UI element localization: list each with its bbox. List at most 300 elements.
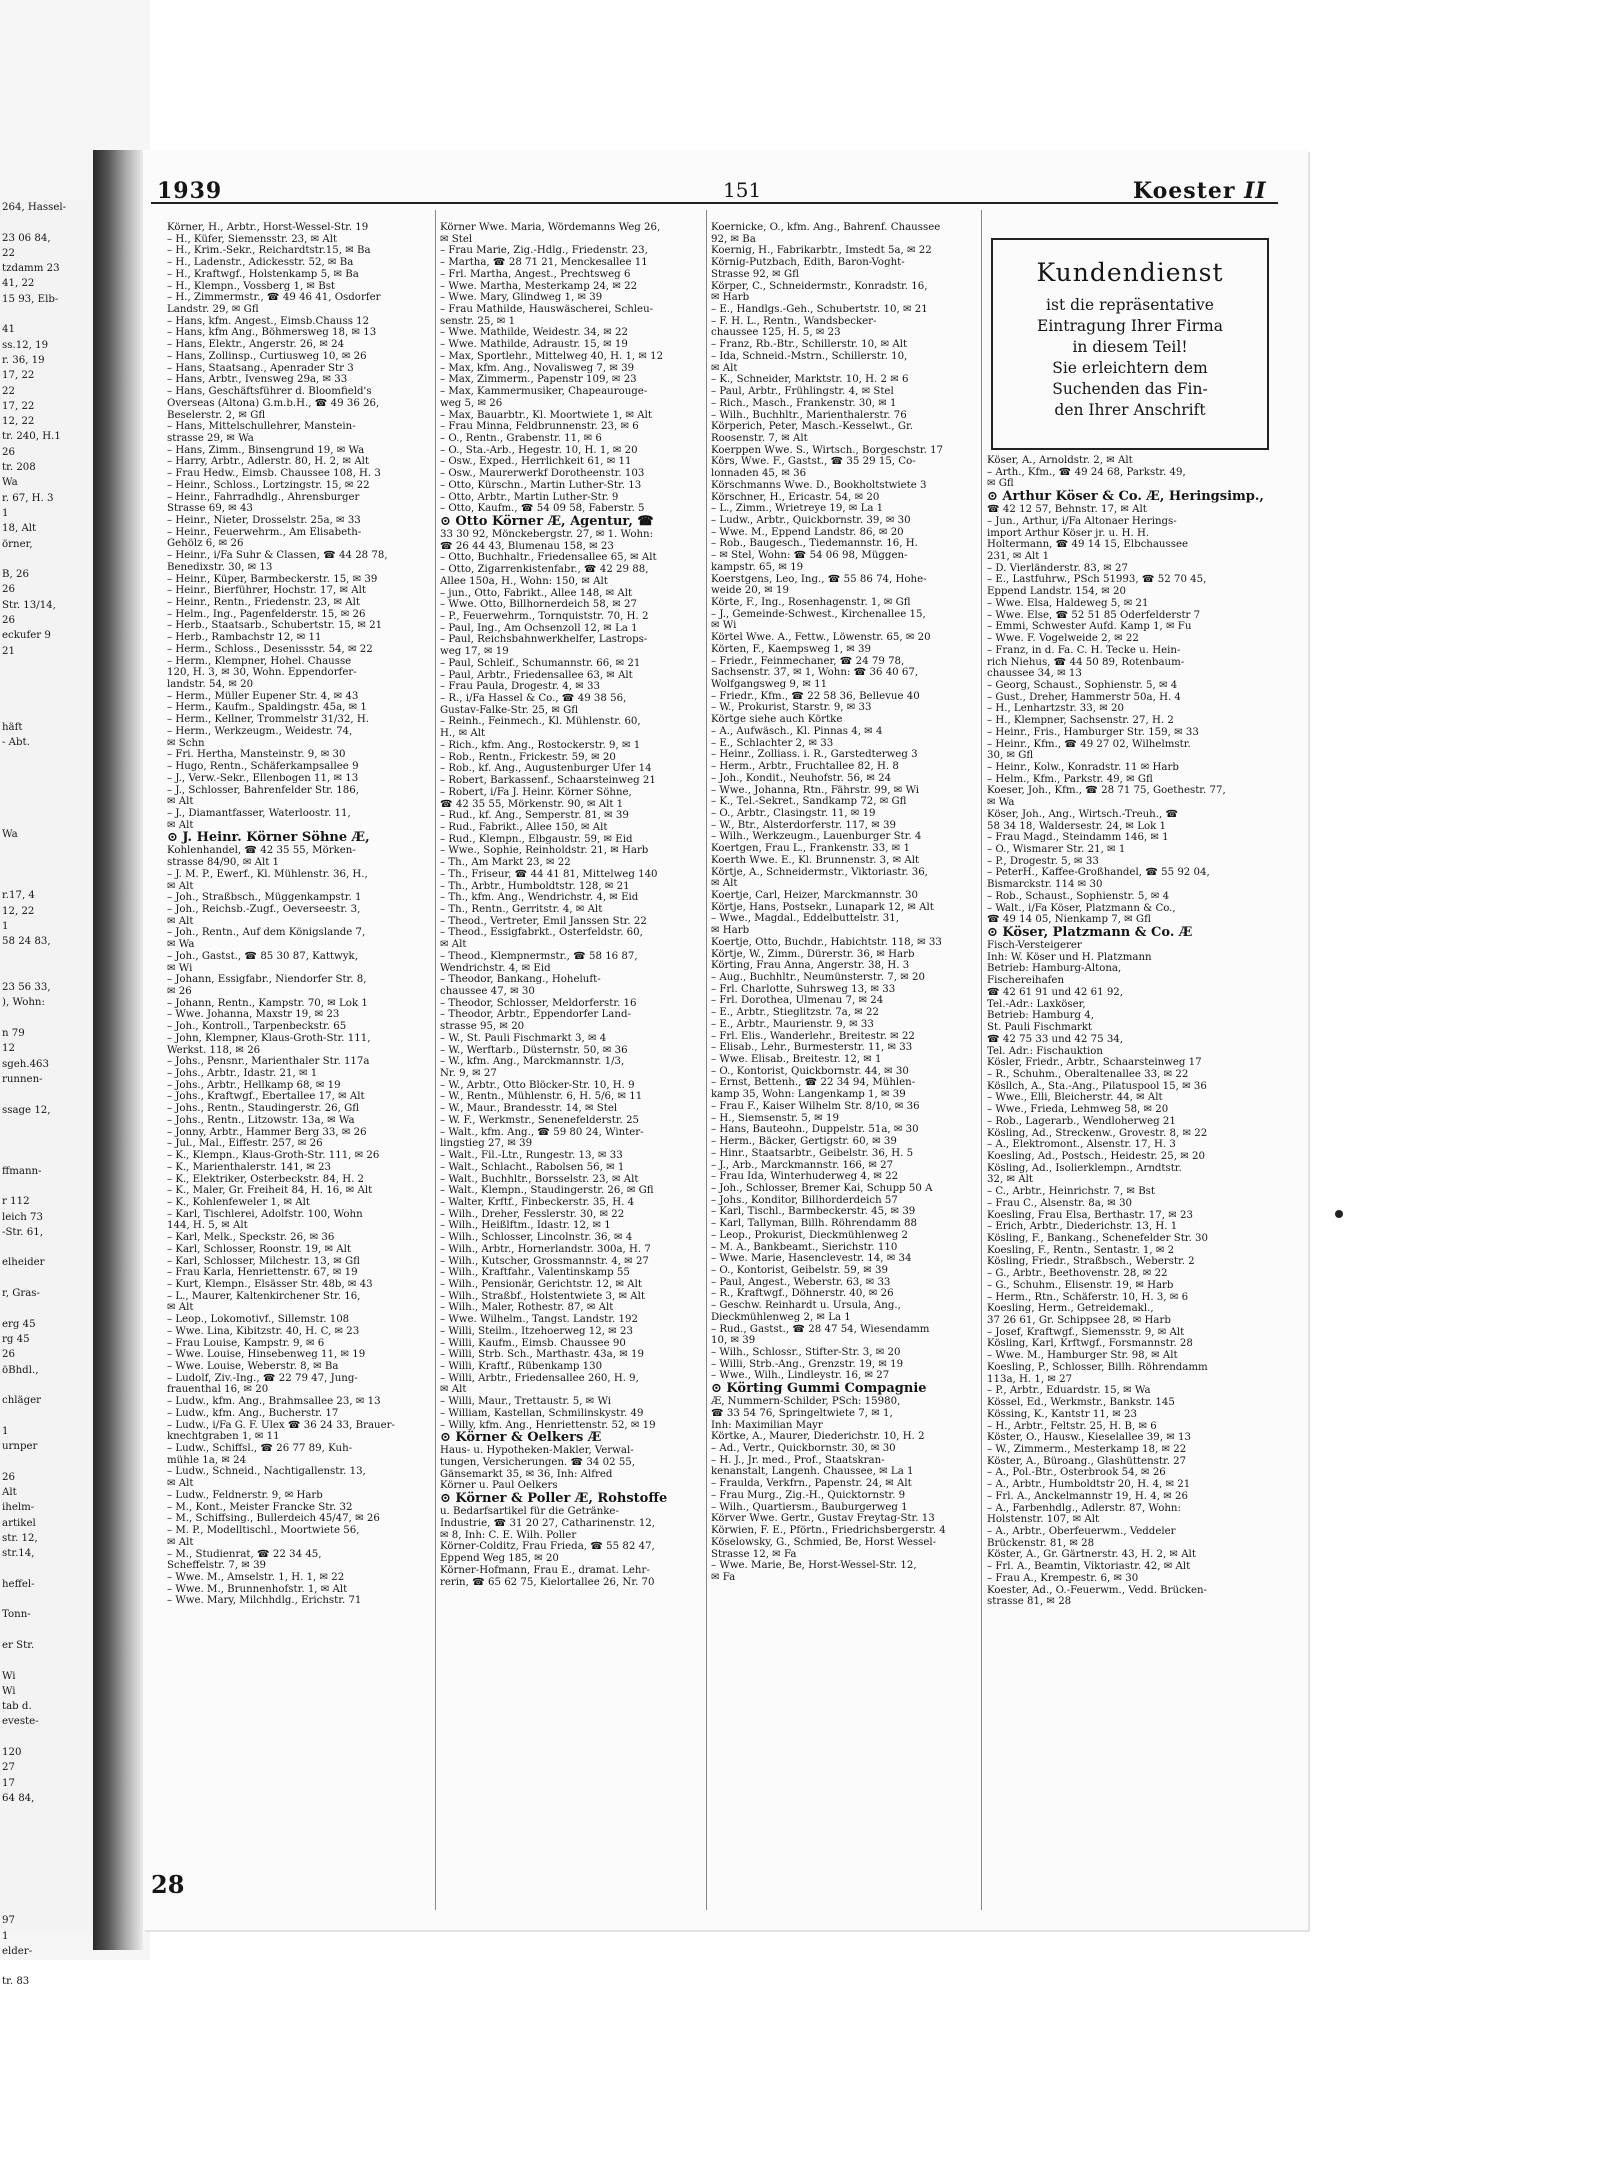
header-page-number: 151 (723, 178, 762, 202)
directory-entry: – O., Wismarer Str. 21, ✉ 1 (987, 844, 1126, 855)
left-page-fragment (0, 1378, 93, 1393)
left-page-fragment: sgeh.463 (2, 1058, 50, 1070)
left-page-fragment (0, 1408, 93, 1423)
directory-entry: – Leop., Lokomotivf., Sillemstr. 108 (167, 1314, 350, 1326)
directory-entry: rerin, ☎ 65 62 75, Kielortallee 26, Nr. 70 (440, 1576, 655, 1588)
header-range-name: Koester (1133, 178, 1236, 204)
directory-entry: senstr. 25, ✉ 1 (440, 315, 516, 327)
directory-column-4 (987, 455, 1264, 1910)
directory-entry: Körner u. Paul Oelkers (440, 1480, 558, 1492)
directory-entry: ☎ 26 44 43, Blumenau 158, ✉ 23 (440, 540, 614, 552)
directory-entry: – Gust., Dreher, Hammerstr 50a, H. 4 (987, 691, 1181, 703)
directory-entry: – Herm., Rtn., Schäferstr. 10, H. 3, ✉ 6 (987, 1291, 1189, 1303)
directory-entry: – Wwe. Mary, Milchhdlg., Erichstr. 71 (167, 1595, 362, 1607)
directory-entry: Körtke, A., Maurer, Diederichstr. 10, H. 2 (711, 1431, 925, 1443)
directory-entry: – Th., Arbtr., Humboldtstr. 128, ✉ 21 (440, 880, 630, 892)
directory-entry: Koerth Wwe. E., Kl. Brunnenstr. 3, ✉ Alt (711, 854, 920, 866)
directory-entry: ✉ Harb (711, 925, 750, 937)
directory-entry: – Johs., Rentn., Litzowstr. 13a, ✉ Wa (167, 1114, 355, 1126)
directory-entry: – Frau Marie, Zig.-Hdlg., Friedenstr. 23, (440, 245, 648, 257)
directory-entry: – Wwe. Marie, Be, Horst-Wessel-Str. 12, (711, 1560, 917, 1572)
directory-entry: – Willi, Kraftf., Rübenkamp 130 (440, 1361, 603, 1372)
directory-entry: – Aug., Buchhltr., Neumünsterstr. 7, ✉ 20 (711, 972, 925, 983)
directory-entry: – M., Kont., Meister Francke Str. 32 (167, 1501, 353, 1513)
directory-entry: – Heinr., Schloss., Lortzingstr. 15, ✉ 22 (167, 479, 370, 491)
directory-entry: – Hans, kfm Ang., Böhmersweg 18, ✉ 13 (167, 327, 377, 339)
left-page-fragment (0, 1959, 93, 1974)
directory-entry: – Hans, kfm. Angest., Eimsb.Chauss 12 (167, 315, 370, 327)
directory-entry: – J., Arb., Marckmannstr. 166, ✉ 27 (711, 1159, 894, 1171)
directory-entry: – Walt., Schlacht., Rabolsen 56, ✉ 1 (440, 1161, 625, 1173)
left-page-strip (0, 200, 93, 1988)
directory-entry: – Arth., Kfm., ☎ 49 24 68, Parkstr. 49, (987, 466, 1186, 478)
directory-entry: – Heinr., Fris., Hamburger Str. 159, ✉ 33 (987, 726, 1199, 738)
directory-entry: – Frl. Dorothea, Ulmenau 7, ✉ 24 (711, 995, 884, 1007)
directory-entry: – Karl, Tischl., Barmbeckerstr. 45, ✉ 39 (711, 1206, 916, 1218)
directory-entry: Strasse 92, ✉ Gfl (711, 268, 799, 280)
directory-entry: – Th., kfm. Ang., Wendrichstr. 4, ✉ Eid (440, 892, 639, 904)
left-page-fragment: 12 (2, 1043, 15, 1055)
directory-entry: – Johs., Pensnr., Marienthaler Str. 117a (167, 1056, 370, 1068)
directory-column-3 (711, 222, 975, 1912)
directory-entry: – E., Arbtr., Stieglitzstr. 7a, ✉ 22 (711, 1007, 879, 1019)
directory-entry: – Ludolf, Ziv.-Ing., ☎ 22 79 47, Jung- (167, 1372, 358, 1384)
directory-entry: – Max, Bauarbtr., Kl. Moortwiete 1, ✉ Alt (440, 409, 653, 421)
directory-entry: Dieckmühlenweg 2, ✉ La 1 (711, 1311, 851, 1323)
directory-entry: – jun., Otto, Fabrikt., Allee 148, ✉ Alt (440, 587, 633, 599)
directory-entry: – K., Marienthalerstr. 141, ✉ 23 (167, 1161, 331, 1173)
left-page-fragment (0, 1623, 93, 1638)
directory-entry: kamp 35, Wohn: Langenkamp 1, ✉ 39 (711, 1089, 906, 1101)
left-page-fragment: Wa (2, 829, 18, 841)
directory-entry: – Wwe., Frieda, Lehmweg 58, ✉ 20 (987, 1104, 1169, 1116)
directory-entry: u. Bedarfsartikel für die Getränke- (440, 1506, 619, 1518)
notice-body (993, 295, 1267, 421)
directory-entry: ✉ Schn (167, 737, 205, 749)
directory-entry: Koertgen, Frau L., Frankenstr. 33, ✉ 1 (711, 843, 910, 855)
directory-entry: – Paul, Schleif., Schumannstr. 66, ✉ 21 (440, 657, 641, 669)
directory-entry: Brückenstr. 81, ✉ 28 (987, 1537, 1095, 1549)
left-page-fragment: erg 45 (2, 1318, 36, 1330)
directory-entry: – P., Drogestr. 5, ✉ 33 (987, 855, 1099, 867)
directory-entry: ✉ Alt (440, 939, 467, 951)
left-page-fragment (0, 659, 93, 674)
directory-entry: – Wilh., Straßbf., Holstentwiete 3, ✉ Alt (440, 1290, 645, 1302)
directory-entry: ☎ 42 61 91 und 42 61 92, (987, 986, 1124, 998)
directory-entry: – Emmi, Schwester Aufd. Kamp 1, ✉ Fu (987, 621, 1192, 633)
directory-entry: – H., Arbtr., Feltstr. 25, H. B, ✉ 6 (987, 1420, 1157, 1432)
directory-entry: – Wilh., Quartiersm., Bauburgerweg 1 (711, 1501, 908, 1513)
directory-entry: – Rich., Masch., Frankenstr. 30, ✉ 1 (711, 397, 897, 409)
directory-entry: – Heinr., Kfm., ☎ 49 27 02, Wilhelmstr. (987, 738, 1191, 750)
directory-entry: chaussee 34, ✉ 13 (987, 668, 1082, 680)
directory-entry: – Wilh., Kraftfahr., Valentinskamp 55 (440, 1267, 630, 1279)
directory-entry: Kösling, Karl, Krftwgf., Forsmannstr. 28 (987, 1338, 1193, 1350)
left-page-fragment: r. 36, 19 (2, 354, 45, 366)
directory-entry: – Hans, Geschäftsführer d. Bloomfield's (167, 386, 372, 398)
directory-entry: – K., Kohlenfeweler 1, ✉ Alt (167, 1196, 310, 1208)
directory-entry: – Joh., Schlosser, Bremer Kai, Schupp 50 A (711, 1182, 933, 1194)
directory-entry: – Ludw., i/Fa G. F. Ulex ☎ 36 24 33, Brauer- (167, 1419, 395, 1431)
directory-entry: – M., Schiffsing., Bullerdeich 45/47, ✉ 26 (167, 1513, 380, 1525)
directory-entry: – Wwe. Mary, Glindweg 1, ✉ 39 (440, 292, 603, 304)
directory-entry: kampstr. 65, ✉ 19 (711, 561, 804, 573)
directory-entry: ✉ Alt (167, 1536, 194, 1548)
directory-entry: Beselerstr. 2, ✉ Gfl (167, 409, 266, 421)
notice-line: Eintragung Ihrer Firma (1037, 317, 1223, 335)
directory-entry: lingstieg 27, ✉ 39 (440, 1138, 533, 1150)
directory-entry: – Heinr., Feuerwehrm., Am Elisabeth- (167, 526, 362, 538)
directory-entry: – Herm., Bäcker, Gertigstr. 60, ✉ 39 (711, 1136, 897, 1148)
left-page-fragment: 15 93, Elb- (2, 293, 59, 305)
left-page-fragment (0, 1179, 93, 1194)
directory-entry: – Georg, Schaust., Sophienstr. 5, ✉ 4 (987, 679, 1178, 691)
directory-entry: – Jun., Arthur, i/Fa Altonaer Herings- (987, 515, 1177, 527)
left-page-fragment: 64 84, (2, 1792, 35, 1804)
directory-entry: Köster, A., Gr. Gärtnerstr. 43, H. 2, ✉ Alt (987, 1549, 1196, 1561)
directory-entry: – Herm., Schloss., Desenissstr. 54, ✉ 22 (167, 643, 373, 655)
directory-entry: Gehölz 6, ✉ 26 (167, 538, 244, 550)
left-page-fragment: artikel (2, 1517, 36, 1529)
directory-entry: Wendrichstr. 4, ✉ Eid (440, 962, 551, 974)
directory-entry: – Wilh., Heißlftm., Idastr. 12, ✉ 1 (440, 1220, 611, 1232)
directory-entry: Landstr. 29, ✉ Gfl (167, 304, 259, 316)
directory-entry: Tel. Adr.: Fischauktion (987, 1045, 1103, 1057)
directory-entry: – Frau Mathilde, Hauswäscherei, Schleu- (440, 304, 654, 316)
left-page-fragment: 1 (2, 1930, 9, 1942)
left-page-fragment (0, 1837, 93, 1852)
left-page-fragment (0, 1301, 93, 1316)
left-page-fragment: elder- (2, 1945, 33, 1957)
directory-entry: – Joh., Reichsb.-Zugf., Oeverseestr. 3, (167, 903, 361, 915)
directory-entry: – Wwe. Mathilde, Adraustr. 15, ✉ 19 (440, 339, 628, 351)
directory-entry: – Willi, Strb.-Ang., Grenzstr. 19, ✉ 19 (711, 1358, 904, 1370)
directory-entry: Körs, Wwe. F., Gastst., ☎ 35 29 15, Co- (711, 456, 916, 468)
directory-entry: – W. F., Werkmstr., Senenefelderstr. 25 (440, 1114, 640, 1126)
directory-entry: 92, ✉ Ba (711, 233, 756, 245)
directory-entry: Kösling, Ad., Streckenw., Grovestr. 8, ✉ 22 (987, 1127, 1208, 1139)
directory-entry: – Frau Paula, Drogestr. 4, ✉ 33 (440, 681, 600, 693)
left-page-fragment (0, 797, 93, 812)
directory-entry: – W., St. Pauli Fischmarkt 3, ✉ 4 (440, 1032, 607, 1044)
directory-entry: 113a, H. 1, ✉ 27 (987, 1373, 1073, 1385)
notice-line: Suchenden das Fin- (1052, 380, 1208, 398)
directory-entry: – Paul, Arbtr., Friedensallee 63, ✉ Alt (440, 669, 633, 681)
left-page-fragment: r, Gras- (2, 1288, 40, 1300)
directory-entry: – D. Vierländerstr. 83, ✉ 27 (987, 562, 1128, 574)
left-page-fragment: 120 (2, 1746, 22, 1758)
left-page-fragment (0, 1561, 93, 1576)
directory-entry: – Ludw., Schiffsl., ☎ 26 77 89, Kuh- (167, 1443, 353, 1455)
directory-entry: – H., Lenhartzstr. 33, ✉ 20 (987, 703, 1124, 715)
directory-entry: – Fri. Hertha, Mansteinstr. 9, ✉ 30 (167, 749, 346, 761)
directory-entry: – Heinr., Kolw., Konradstr. 11 ✉ Harb (987, 761, 1179, 773)
directory-entry: ☎ 42 12 57, Behnstr. 17, ✉ Alt (987, 504, 1147, 516)
directory-entry: – C., Arbtr., Heinrichstr. 7, ✉ Bst (987, 1186, 1156, 1198)
left-page-fragment: 23 56 33, (2, 982, 51, 994)
directory-entry: – Rob., kf. Ang., Augustenburger Ufer 14 (440, 763, 652, 775)
directory-entry: Körner Wwe. Maria, Wördemanns Weg 26, (440, 222, 661, 233)
directory-entry: – Frl. Elis., Wanderlehr., Breitestr. ✉ 22 (711, 1030, 915, 1042)
directory-entry: Industrie, ☎ 31 20 27, Catharinenstr. 12, (440, 1517, 656, 1529)
directory-entry: – Th., Am Markt 23, ✉ 22 (440, 857, 571, 869)
directory-entry: Koernig, H., Fabrikarbtr., Imstedt 5a, ✉ 22 (711, 245, 932, 257)
directory-entry: Strasse 12, ✉ Fa (711, 1548, 797, 1560)
directory-entry: – Leop., Prokurist, Dieckmühlenweg 2 (711, 1229, 908, 1241)
directory-entry: – K., Maler, Gr. Freiheit 84, H. 16, ✉ Alt (167, 1185, 373, 1197)
directory-entry: – Heinr., Küper, Barmbeckerstr. 15, ✉ 39 (167, 573, 378, 585)
directory-entry: – Hugo, Rentn., Schäferkampsallee 9 (167, 761, 359, 773)
left-page-fragment: er Str. (2, 1639, 35, 1651)
left-page-fragment (0, 1592, 93, 1607)
directory-entry: Körperich, Peter, Masch.-Kesselwt., Gr. (711, 421, 913, 433)
directory-entry: H., ✉ Alt (440, 728, 486, 740)
left-page-fragment: elheider (2, 1257, 45, 1269)
directory-entry: ☎ 33 54 76, Springeltwiete 7, ✉ 1, (711, 1407, 893, 1419)
left-page-fragment: ffmann- (2, 1165, 42, 1177)
directory-entry: – Wwe. Marie, Hasenclevestr. 14, ✉ 34 (711, 1253, 912, 1265)
directory-entry: – Ludw., kfm. Ang., Brahmsallee 23, ✉ 13 (167, 1396, 381, 1408)
directory-entry: – A., Farbenhdlg., Adlerstr. 87, Wohn: (987, 1502, 1181, 1514)
directory-entry: – W., Btr., Alsterdorferstr. 117, ✉ 39 (711, 819, 897, 831)
directory-entry: – Elisab., Lehr., Burmesterstr. 11, ✉ 33 (711, 1042, 913, 1054)
directory-entry: – Rud., kf. Ang., Semperstr. 81, ✉ 39 (440, 810, 629, 822)
left-page-fragment (0, 1898, 93, 1913)
directory-entry: – Wwe., Magdal., Eddelbuttelstr. 31, (711, 913, 899, 925)
directory-entry: – K., Elektriker, Osterbeckstr. 84, H. 2 (167, 1173, 365, 1185)
directory-entry: – Wwe. Lina, Kibitzstr. 40, H. C, ✉ 23 (167, 1325, 360, 1337)
directory-entry: ⊙ Köser, Platzmann & Co. Æ (987, 925, 1193, 941)
directory-entry: – Walter, Krftf., Finbeckerstr. 35, H. 4 (440, 1196, 635, 1208)
directory-entry: ✉ Alt (167, 819, 194, 831)
left-page-fragment: str.14, (2, 1548, 35, 1560)
directory-entry: ⊙ Otto Körner Æ, Agentur, ☎ (440, 513, 654, 529)
header-range-number: II (1244, 178, 1267, 204)
directory-entry: weg 5, ✉ 26 (440, 397, 503, 409)
directory-entry: Nr. 9, ✉ 27 (440, 1068, 497, 1080)
left-page-fragment: r 112 (2, 1196, 30, 1208)
directory-entry: – Wilh., Schlossr., Stifter-Str. 3, ✉ 20 (711, 1347, 901, 1358)
directory-entry: – Otto, Kürschn., Martin Luther-Str. 13 (440, 479, 642, 491)
directory-entry: – Wwe. F. Vogelweide 2, ✉ 22 (987, 633, 1139, 645)
directory-entry: – Wwe. Louise, Hinsebenweg 11, ✉ 19 (167, 1349, 366, 1361)
directory-entry: – G., Arbtr., Beethovenstr. 28, ✉ 22 (987, 1268, 1168, 1280)
directory-entry: – Wwe., Johanna, Rtn., Fährstr. 99, ✉ Wi (711, 784, 920, 796)
directory-entry: Körte, F., Ing., Rosenhagenstr. 1, ✉ Gfl (711, 597, 911, 608)
directory-entry: – Ludw., Arbtr., Quickbornstr. 39, ✉ 30 (711, 514, 911, 526)
left-page-fragment: eckufer 9 (2, 630, 51, 642)
directory-entry: Koesling, Ad., Postsch., Heidestr. 25, ✉ 20 (987, 1150, 1205, 1162)
directory-entry: knechtgraben 1, ✉ 11 (167, 1431, 280, 1443)
left-page-fragment (0, 1806, 93, 1821)
left-page-fragment: str. 12, (2, 1532, 38, 1544)
directory-entry: Bismarckstr. 114 ✉ 30 (987, 879, 1103, 891)
directory-entry: – Wwe. Elsa, Haldeweg 5, ✉ 21 (987, 597, 1149, 609)
directory-entry: – W., kfm. Ang., Marckmannstr. 1/3, (440, 1056, 625, 1068)
directory-entry: – Wwe. Else, ☎ 52 51 85 Oderfelderstr 7 (987, 609, 1201, 621)
directory-entry: – M., Studienrat, ☎ 22 34 45, (167, 1548, 322, 1560)
directory-entry: 32, ✉ Alt (987, 1174, 1033, 1186)
directory-entry: – Frau Louise, Kampstr. 9, ✉ 6 (167, 1337, 325, 1349)
directory-entry: – Heinr., i/Fa Suhr & Classen, ☎ 44 28 78, (167, 550, 388, 562)
directory-entry: – Theodor, Schlosser, Meldorferstr. 16 (440, 997, 637, 1009)
notice-line: Sie erleichtern dem (1052, 359, 1208, 377)
directory-entry: – Osw., Maurerwerkf Dorotheenstr. 103 (440, 468, 645, 480)
left-page-fragment: urnper (2, 1441, 38, 1453)
directory-entry: Koeser, Joh., Kfm., ☎ 28 71 75, Goethestr. 77, (987, 785, 1226, 797)
directory-entry: – A., Elektromont., Alsenstr. 17, H. 3 (987, 1139, 1176, 1151)
left-page-fragment: 17, 22 (2, 370, 35, 382)
directory-column-1 (167, 222, 432, 1912)
directory-page (143, 150, 1308, 1930)
directory-entry: – Karl, Melk., Speckstr. 26, ✉ 36 (167, 1232, 335, 1244)
directory-entry: – Heinr., Rentn., Friedenstr. 23, ✉ Alt (167, 597, 360, 608)
left-page-fragment: 23 06 84, (2, 232, 51, 244)
directory-entry: – H., Siemsenstr. 5, ✉ 19 (711, 1112, 839, 1124)
left-page-fragment (0, 858, 93, 873)
directory-entry: – O., Kontorist, Quickbornstr. 44, ✉ 30 (711, 1065, 909, 1077)
directory-entry: landstr. 54, ✉ 20 (167, 679, 254, 691)
left-page-fragment: r. 67, H. 3 (2, 492, 54, 504)
directory-entry: – Rob., Lagerarb., Wendloherweg 21 (987, 1115, 1176, 1127)
directory-entry: weide 20, ✉ 19 (711, 585, 789, 597)
directory-entry: ☎ 49 14 05, Nienkamp 7, ✉ Gfl (987, 914, 1151, 926)
left-page-fragment (0, 1821, 93, 1836)
directory-entry: Körnig-Putzbach, Edith, Baron-Voght- (711, 257, 905, 269)
left-page-fragment: tr. 208 (2, 462, 36, 474)
directory-entry: 144, H. 5, ✉ Alt (167, 1220, 248, 1232)
directory-entry: – Joh., Straßbsch., Müggenkampstr. 1 (167, 892, 362, 904)
directory-entry: – Max, Kammermusiker, Chapeaurouge- (440, 386, 648, 398)
directory-entry: ⊙ J. Heinr. Körner Söhne Æ, (167, 830, 370, 846)
directory-entry: ✉ Wa (167, 939, 195, 951)
directory-entry: – Erich, Arbtr., Diederichstr. 13, H. 1 (987, 1221, 1178, 1233)
left-page-fragment: Alt (2, 1486, 17, 1498)
directory-entry: – Franz, in d. Fa. C. H. Tecke u. Hein- (987, 644, 1181, 656)
directory-entry: Eppend Weg 185, ✉ 20 (440, 1553, 559, 1565)
directory-entry: Koesling, P., Schlosser, Billh. Röhrendamm (987, 1361, 1208, 1373)
directory-entry: – Paul, Reichsbahnwerkhelfer, Lastrops- (440, 634, 648, 646)
left-page-fragment (0, 552, 93, 567)
left-page-fragment: Wi (2, 1685, 16, 1697)
left-page-fragment: 27 (2, 1762, 15, 1774)
directory-entry: Allee 150a, H., Wohn: 150, ✉ Alt (440, 575, 608, 587)
left-page-fragment (0, 1454, 93, 1469)
directory-entry: – Helm., Ing., Pagenfelderstr. 15, ✉ 26 (167, 608, 366, 620)
left-page-fragment: 1 (2, 1425, 9, 1437)
directory-entry: Benedixstr. 30, ✉ 13 (167, 561, 273, 573)
left-page-fragment: 264, Hassel- (2, 202, 67, 213)
left-page-fragment: ssage 12, (2, 1104, 51, 1116)
directory-entry: Kösllch, A., Sta.-Ang., Pilatuspool 15, ✉ 36 (987, 1080, 1207, 1092)
directory-entry: – Frau Magd., Steindamm 146, ✉ 1 (987, 832, 1169, 844)
left-page-fragment: ), Wohn: (2, 997, 45, 1009)
notice-line: den Ihrer Anschrift (1054, 401, 1206, 419)
left-page-fragment: tzdamm 23 (2, 263, 60, 275)
left-page-fragment: 17, 22 (2, 400, 35, 412)
left-page-fragment (0, 674, 93, 689)
left-page-fragment (0, 950, 93, 965)
left-page-fragment: rg 45 (2, 1333, 30, 1345)
directory-entry: – Joh., Gastst., ☎ 85 30 87, Kattwyk, (167, 950, 358, 962)
directory-entry: 58 34 18, Waldersestr. 24, ✉ Lok 1 (987, 820, 1166, 832)
left-page-fragment (0, 705, 93, 720)
left-page-fragment (0, 812, 93, 827)
directory-entry: – H., Krim.-Sekr., Reichardtstr.15, ✉ Ba (167, 245, 371, 257)
directory-entry: – Jonny, Arbtr., Hammer Berg 33, ✉ 26 (167, 1126, 367, 1138)
directory-entry: – Heinr., Fahrradhdlg., Ahrensburger (167, 491, 360, 503)
directory-entry: – Wwe. Elisab., Breitestr. 12, ✉ 1 (711, 1054, 882, 1066)
left-page-fragment: ihelm- (2, 1502, 35, 1514)
column-divider (706, 210, 707, 1910)
directory-entry: Eppend Landstr. 154, ✉ 20 (987, 586, 1126, 598)
directory-entry: – P., Arbtr., Eduardstr. 15, ✉ Wa (987, 1385, 1151, 1397)
directory-entry: – Hinr., Staatsarbtr., Geibelstr. 36, H. 5 (711, 1147, 914, 1159)
kundendienst-notice-box (991, 238, 1269, 450)
directory-entry: Sachsenstr. 37, ✉ 1, Wohn: ☎ 36 40 67, (711, 667, 919, 679)
directory-entry: 37 26 61, Gr. Schippsee 28, ✉ Harb (987, 1315, 1171, 1327)
directory-entry: – ✉ Stel, Wohn: ☎ 54 06 98, Müggen- (711, 550, 908, 562)
directory-entry: Körtje, A., Schneidermstr., Viktoriastr. 36, (711, 866, 928, 878)
directory-entry: – Frau Karla, Henriettenstr. 67, ✉ 19 (167, 1267, 358, 1279)
directory-entry: – J., Gemeinde-Schwest., Kirchenallee 15, (711, 608, 926, 620)
directory-entry: – F. H. L., Rentn., Wandsbecker- (711, 315, 877, 327)
directory-entry: – Theod., Essigfabrkt., Osterfeldstr. 60, (440, 927, 643, 939)
directory-entry: – Rud., Gastst., ☎ 28 47 54, Wiesendamm (711, 1323, 930, 1335)
directory-entry: – Wwe. Otto, Billhornerdeich 58, ✉ 27 (440, 599, 637, 611)
directory-entry: – Frau F., Kaiser Wilhelm Str. 8/10, ✉ 36 (711, 1100, 920, 1112)
directory-entry: – Reinh., Feinmech., Kl. Mühlenstr. 60, (440, 716, 641, 728)
directory-entry: – Joh., Kondit., Neuhofstr. 56, ✉ 24 (711, 772, 892, 784)
directory-entry: ✉ Alt (711, 878, 738, 890)
directory-entry: – Willi, Kaufm., Eimsb. Chaussee 90 (440, 1337, 626, 1349)
directory-entry: – Geschw. Reinhardt u. Ursula, Ang., (711, 1300, 901, 1312)
directory-entry: – K., Tel.-Sekret., Sandkamp 72, ✉ Gfl (711, 796, 907, 808)
directory-entry: – A., Aufwäsch., Kl. Pinnas 4, ✉ 4 (711, 725, 883, 737)
gutter-shadow (93, 150, 143, 1950)
left-page-fragment (0, 1133, 93, 1148)
directory-entry: – Wilh., Buchhltr., Marienthalerstr. 76 (711, 409, 907, 421)
directory-entry: ⊙ Arthur Köser & Co. Æ, Heringsimp., (987, 489, 1264, 505)
directory-entry: – G., Schuhm., Elisenstr. 19, ✉ Harb (987, 1279, 1174, 1291)
directory-entry: Gustav-Falke-Str. 25, ✉ Gfl (440, 704, 579, 716)
directory-entry: – J., Verw.-Sekr., Ellenbogen 11, ✉ 13 (167, 772, 359, 784)
directory-entry: tungen, Versicherungen. ☎ 34 02 55, (440, 1457, 636, 1469)
directory-entry: ✉ Gfl (987, 478, 1014, 490)
directory-entry: – Wilh., Schlosser, Lincolnstr. 36, ✉ 4 (440, 1232, 633, 1244)
directory-entry: – Willi, Maur., Trettaustr. 5, ✉ Wi (440, 1396, 612, 1408)
page-number: 28 (151, 1870, 185, 1899)
directory-entry: – Hans, Zimm., Binsengrund 19, ✉ Wa (167, 444, 365, 456)
left-page-fragment: öBhdl., (2, 1364, 39, 1376)
directory-entry: Strasse 69, ✉ 43 (167, 503, 253, 515)
left-page-fragment (0, 1011, 93, 1026)
directory-entry: – Martha, ☎ 28 71 21, Menckesallee 11 (440, 257, 648, 269)
directory-entry: – W., Maur., Brandesstr. 14, ✉ Stel (440, 1103, 618, 1115)
directory-entry: – Ida, Schneid.-Mstrn., Schillerstr. 10, (711, 350, 908, 362)
directory-entry: Köster, A., Büroang., Glashüttenstr. 27 (987, 1455, 1187, 1467)
left-page-fragment: r.17, 4 (2, 890, 35, 902)
header-year: 1939 (157, 178, 223, 204)
directory-entry: – Herb., Staatsarb., Schubertstr. 15, ✉ 21 (167, 620, 383, 632)
directory-entry: Koesling, F., Rentn., Sentastr. 1, ✉ 2 (987, 1244, 1175, 1256)
left-page-fragment (0, 1148, 93, 1163)
directory-entry: – Frl. Charlotte, Suhrsweg 13, ✉ 33 (711, 983, 896, 995)
directory-entry: – Max, kfm. Ang., Novalisweg 7, ✉ 39 (440, 362, 635, 374)
directory-entry: – H., Klempn., Vossberg 1, ✉ Bst (167, 280, 336, 292)
directory-entry: strasse 84/90, ✉ Alt 1 (167, 857, 280, 869)
directory-entry: – Rud., Klempn., Elbgaustr. 59, ✉ Eid (440, 833, 633, 845)
